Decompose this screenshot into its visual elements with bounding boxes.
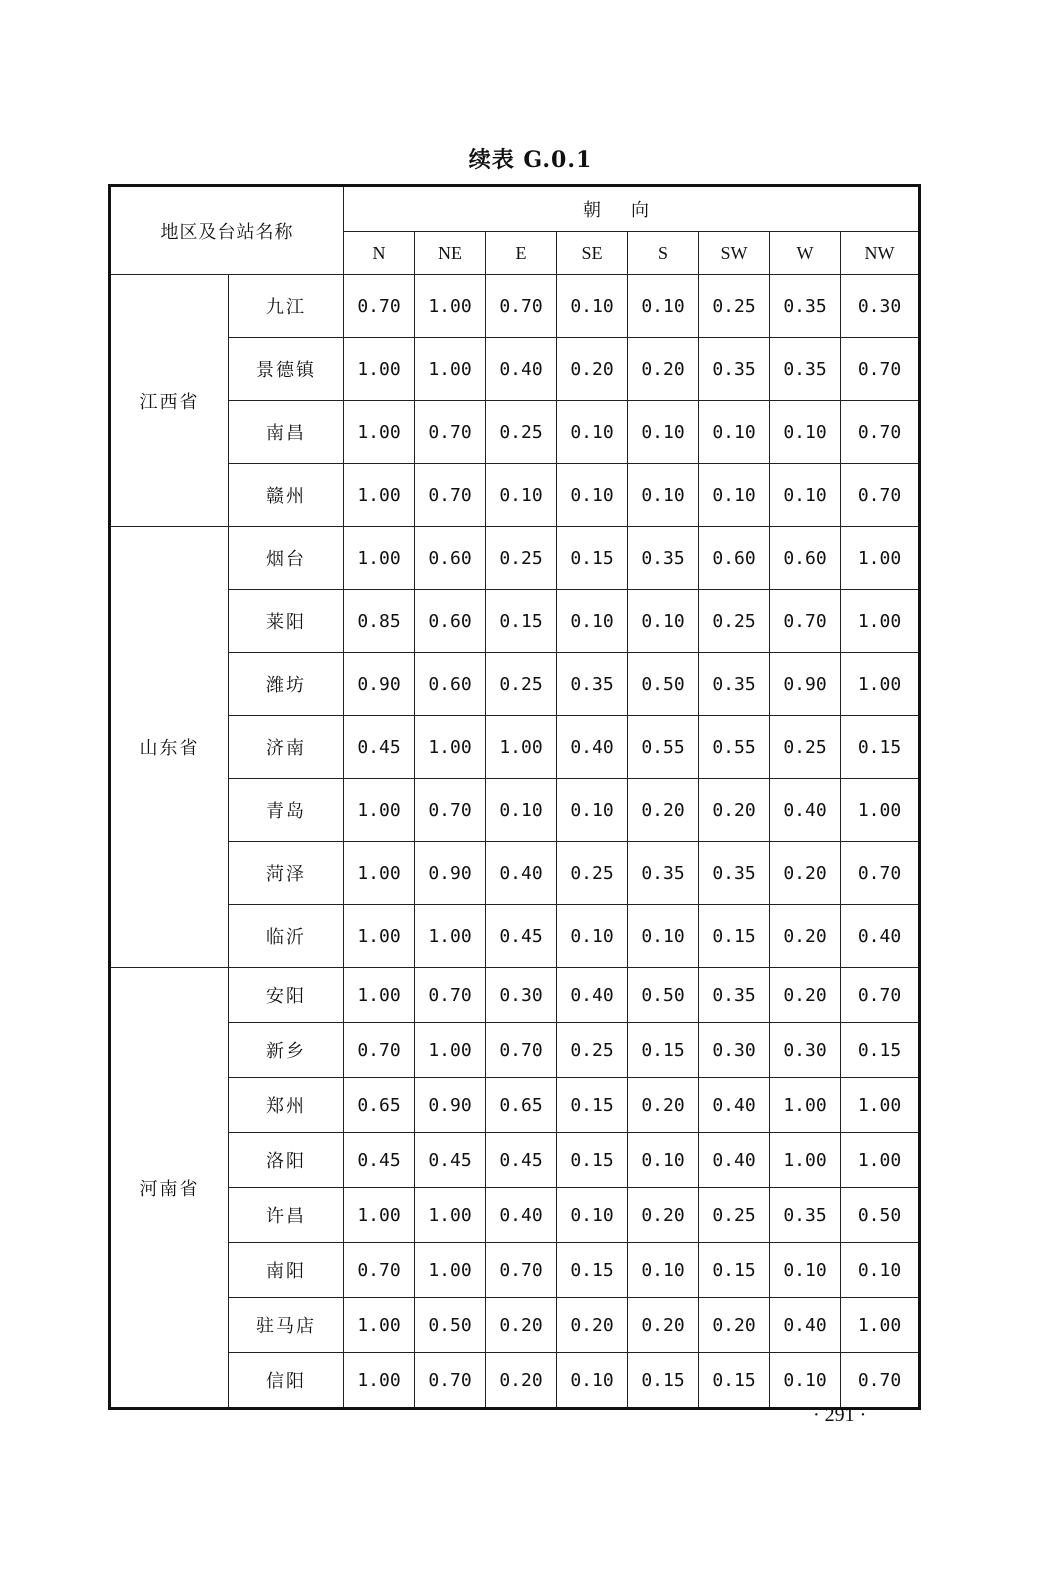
value-cell: 0.25 — [486, 527, 557, 590]
value-cell: 0.10 — [557, 464, 628, 527]
value-cell: 0.40 — [841, 905, 920, 968]
value-cell: 0.70 — [415, 401, 486, 464]
value-cell: 0.20 — [557, 338, 628, 401]
value-cell: 0.40 — [557, 968, 628, 1023]
value-cell: 0.20 — [699, 1298, 770, 1353]
province-cell: 河南省 — [110, 968, 229, 1409]
value-cell: 0.10 — [557, 275, 628, 338]
province-cell: 江西省 — [110, 275, 229, 527]
station-cell: 济南 — [229, 716, 344, 779]
value-cell: 1.00 — [415, 716, 486, 779]
value-cell: 0.10 — [628, 1133, 699, 1188]
value-cell: 0.15 — [699, 905, 770, 968]
value-cell: 0.45 — [415, 1133, 486, 1188]
value-cell: 0.45 — [344, 1133, 415, 1188]
station-cell: 新乡 — [229, 1023, 344, 1078]
value-cell: 0.10 — [770, 464, 841, 527]
value-cell: 0.25 — [699, 1188, 770, 1243]
value-cell: 0.10 — [699, 401, 770, 464]
station-cell: 九江 — [229, 275, 344, 338]
value-cell: 0.85 — [344, 590, 415, 653]
value-cell: 0.35 — [557, 653, 628, 716]
value-cell: 1.00 — [344, 968, 415, 1023]
table-row — [110, 905, 920, 968]
value-cell: 0.40 — [486, 842, 557, 905]
value-cell: 1.00 — [415, 1243, 486, 1298]
value-cell: 0.25 — [699, 590, 770, 653]
value-cell: 0.20 — [770, 842, 841, 905]
value-cell: 0.30 — [486, 968, 557, 1023]
header-direction: SE — [557, 232, 628, 275]
value-cell: 0.25 — [486, 653, 557, 716]
value-cell: 0.70 — [486, 275, 557, 338]
value-cell: 0.40 — [699, 1133, 770, 1188]
value-cell: 0.10 — [557, 1353, 628, 1409]
value-cell: 0.15 — [486, 590, 557, 653]
value-cell: 0.10 — [841, 1243, 920, 1298]
header-orientation: 朝向 — [344, 186, 920, 232]
station-cell: 郑州 — [229, 1078, 344, 1133]
value-cell: 0.25 — [486, 401, 557, 464]
value-cell: 0.35 — [699, 968, 770, 1023]
table-row — [110, 716, 920, 779]
value-cell: 0.25 — [557, 1023, 628, 1078]
value-cell: 0.30 — [841, 275, 920, 338]
value-cell: 0.50 — [415, 1298, 486, 1353]
value-cell: 0.20 — [557, 1298, 628, 1353]
value-cell: 0.35 — [770, 1188, 841, 1243]
value-cell: 1.00 — [415, 1023, 486, 1078]
value-cell: 1.00 — [841, 1298, 920, 1353]
value-cell: 1.00 — [344, 464, 415, 527]
station-cell: 青岛 — [229, 779, 344, 842]
province-cell: 山东省 — [110, 527, 229, 968]
table-row — [110, 1243, 920, 1298]
value-cell: 0.70 — [770, 590, 841, 653]
value-cell: 0.35 — [770, 275, 841, 338]
value-cell: 0.20 — [770, 968, 841, 1023]
value-cell: 0.90 — [770, 653, 841, 716]
value-cell: 0.35 — [699, 842, 770, 905]
value-cell: 1.00 — [344, 527, 415, 590]
value-cell: 0.20 — [628, 779, 699, 842]
value-cell: 0.25 — [557, 842, 628, 905]
value-cell: 0.10 — [486, 779, 557, 842]
value-cell: 0.20 — [486, 1298, 557, 1353]
station-cell: 信阳 — [229, 1353, 344, 1409]
value-cell: 0.20 — [628, 1298, 699, 1353]
value-cell: 0.15 — [841, 1023, 920, 1078]
value-cell: 0.10 — [557, 590, 628, 653]
value-cell: 0.70 — [415, 779, 486, 842]
value-cell: 1.00 — [486, 716, 557, 779]
value-cell: 1.00 — [770, 1133, 841, 1188]
value-cell: 0.60 — [770, 527, 841, 590]
header-direction: SW — [699, 232, 770, 275]
station-cell: 潍坊 — [229, 653, 344, 716]
table-row — [110, 1023, 920, 1078]
value-cell: 0.35 — [699, 338, 770, 401]
table-row — [110, 275, 920, 338]
station-cell: 莱阳 — [229, 590, 344, 653]
value-cell: 0.70 — [344, 275, 415, 338]
value-cell: 0.35 — [628, 842, 699, 905]
table-row — [110, 527, 920, 590]
value-cell: 1.00 — [415, 1188, 486, 1243]
value-cell: 0.20 — [486, 1353, 557, 1409]
value-cell: 0.35 — [628, 527, 699, 590]
value-cell: 0.60 — [415, 590, 486, 653]
value-cell: 1.00 — [344, 905, 415, 968]
value-cell: 0.45 — [344, 716, 415, 779]
value-cell: 1.00 — [841, 1078, 920, 1133]
value-cell: 0.10 — [770, 1243, 841, 1298]
value-cell: 1.00 — [841, 779, 920, 842]
value-cell: 0.20 — [628, 1188, 699, 1243]
value-cell: 0.40 — [557, 716, 628, 779]
value-cell: 1.00 — [841, 590, 920, 653]
page-number: · 291 · — [813, 1404, 867, 1426]
value-cell: 1.00 — [841, 653, 920, 716]
table-row — [110, 401, 920, 464]
value-cell: 0.15 — [557, 1243, 628, 1298]
value-cell: 0.10 — [770, 1353, 841, 1409]
station-cell: 赣州 — [229, 464, 344, 527]
value-cell: 0.10 — [699, 464, 770, 527]
value-cell: 0.30 — [699, 1023, 770, 1078]
header-direction: N — [344, 232, 415, 275]
value-cell: 0.90 — [344, 653, 415, 716]
value-cell: 1.00 — [344, 338, 415, 401]
value-cell: 0.70 — [841, 338, 920, 401]
value-cell: 0.70 — [841, 464, 920, 527]
header-direction: S — [628, 232, 699, 275]
value-cell: 0.40 — [770, 779, 841, 842]
station-cell: 许昌 — [229, 1188, 344, 1243]
value-cell: 0.60 — [415, 653, 486, 716]
table-title: 续表 G.0.1 — [468, 147, 593, 173]
value-cell: 0.40 — [486, 338, 557, 401]
table-row — [110, 1133, 920, 1188]
value-cell: 1.00 — [841, 1133, 920, 1188]
value-cell: 0.25 — [770, 716, 841, 779]
value-cell: 1.00 — [344, 1188, 415, 1243]
value-cell: 0.10 — [628, 401, 699, 464]
header-direction: NE — [415, 232, 486, 275]
value-cell: 0.10 — [557, 779, 628, 842]
value-cell: 0.20 — [770, 905, 841, 968]
value-cell: 0.55 — [699, 716, 770, 779]
value-cell: 0.65 — [344, 1078, 415, 1133]
table-row — [110, 968, 920, 1023]
orientation-coefficient-table — [108, 184, 921, 1410]
value-cell: 1.00 — [344, 779, 415, 842]
table-row — [110, 653, 920, 716]
value-cell: 1.00 — [344, 401, 415, 464]
value-cell: 0.10 — [557, 401, 628, 464]
value-cell: 0.65 — [486, 1078, 557, 1133]
value-cell: 0.70 — [841, 1353, 920, 1409]
value-cell: 0.10 — [628, 1243, 699, 1298]
table-row — [110, 779, 920, 842]
station-cell: 菏泽 — [229, 842, 344, 905]
value-cell: 0.15 — [628, 1353, 699, 1409]
table-row — [110, 1298, 920, 1353]
table-body — [110, 275, 920, 1409]
value-cell: 0.70 — [344, 1243, 415, 1298]
value-cell: 0.70 — [415, 1353, 486, 1409]
value-cell: 0.15 — [699, 1353, 770, 1409]
table-header — [110, 186, 920, 275]
value-cell: 0.50 — [841, 1188, 920, 1243]
table-row — [110, 1188, 920, 1243]
value-cell: 0.10 — [628, 905, 699, 968]
value-cell: 0.50 — [628, 653, 699, 716]
value-cell: 1.00 — [841, 527, 920, 590]
value-cell: 0.10 — [557, 1188, 628, 1243]
value-cell: 0.40 — [699, 1078, 770, 1133]
station-cell: 南昌 — [229, 401, 344, 464]
value-cell: 0.10 — [557, 905, 628, 968]
value-cell: 0.70 — [486, 1023, 557, 1078]
station-cell: 烟台 — [229, 527, 344, 590]
value-cell: 0.70 — [841, 842, 920, 905]
value-cell: 0.20 — [628, 1078, 699, 1133]
value-cell: 0.45 — [486, 905, 557, 968]
value-cell: 0.20 — [628, 338, 699, 401]
value-cell: 0.45 — [486, 1133, 557, 1188]
station-cell: 临沂 — [229, 905, 344, 968]
value-cell: 0.15 — [841, 716, 920, 779]
value-cell: 0.40 — [770, 1298, 841, 1353]
value-cell: 0.60 — [415, 527, 486, 590]
value-cell: 1.00 — [415, 275, 486, 338]
value-cell: 0.55 — [628, 716, 699, 779]
value-cell: 0.35 — [770, 338, 841, 401]
value-cell: 0.40 — [486, 1188, 557, 1243]
value-cell: 0.70 — [486, 1243, 557, 1298]
value-cell: 0.90 — [415, 1078, 486, 1133]
header-station-name: 地区及台站名称 — [110, 186, 344, 275]
value-cell: 0.90 — [415, 842, 486, 905]
table-row — [110, 1353, 920, 1409]
value-cell: 0.15 — [557, 527, 628, 590]
value-cell: 0.15 — [699, 1243, 770, 1298]
station-cell: 景德镇 — [229, 338, 344, 401]
station-cell: 驻马店 — [229, 1298, 344, 1353]
value-cell: 0.70 — [841, 401, 920, 464]
value-cell: 1.00 — [770, 1078, 841, 1133]
value-cell: 0.70 — [415, 464, 486, 527]
value-cell: 0.20 — [699, 779, 770, 842]
value-cell: 0.15 — [557, 1078, 628, 1133]
value-cell: 0.50 — [628, 968, 699, 1023]
table-row — [110, 464, 920, 527]
value-cell: 0.15 — [628, 1023, 699, 1078]
value-cell: 0.25 — [699, 275, 770, 338]
header-direction: E — [486, 232, 557, 275]
value-cell: 0.60 — [699, 527, 770, 590]
station-cell: 安阳 — [229, 968, 344, 1023]
value-cell: 0.10 — [770, 401, 841, 464]
table-row — [110, 590, 920, 653]
value-cell: 1.00 — [344, 1353, 415, 1409]
value-cell: 0.10 — [628, 590, 699, 653]
table-row — [110, 1078, 920, 1133]
station-cell: 南阳 — [229, 1243, 344, 1298]
value-cell: 1.00 — [415, 338, 486, 401]
header-direction: NW — [841, 232, 920, 275]
value-cell: 1.00 — [415, 905, 486, 968]
table-row — [110, 338, 920, 401]
value-cell: 0.35 — [699, 653, 770, 716]
value-cell: 0.10 — [628, 464, 699, 527]
value-cell: 0.30 — [770, 1023, 841, 1078]
station-cell: 洛阳 — [229, 1133, 344, 1188]
value-cell: 0.70 — [841, 968, 920, 1023]
value-cell: 1.00 — [344, 842, 415, 905]
value-cell: 0.70 — [415, 968, 486, 1023]
value-cell: 0.70 — [344, 1023, 415, 1078]
value-cell: 0.10 — [486, 464, 557, 527]
value-cell: 0.10 — [628, 275, 699, 338]
value-cell: 0.15 — [557, 1133, 628, 1188]
table-row — [110, 842, 920, 905]
value-cell: 1.00 — [344, 1298, 415, 1353]
header-direction: W — [770, 232, 841, 275]
